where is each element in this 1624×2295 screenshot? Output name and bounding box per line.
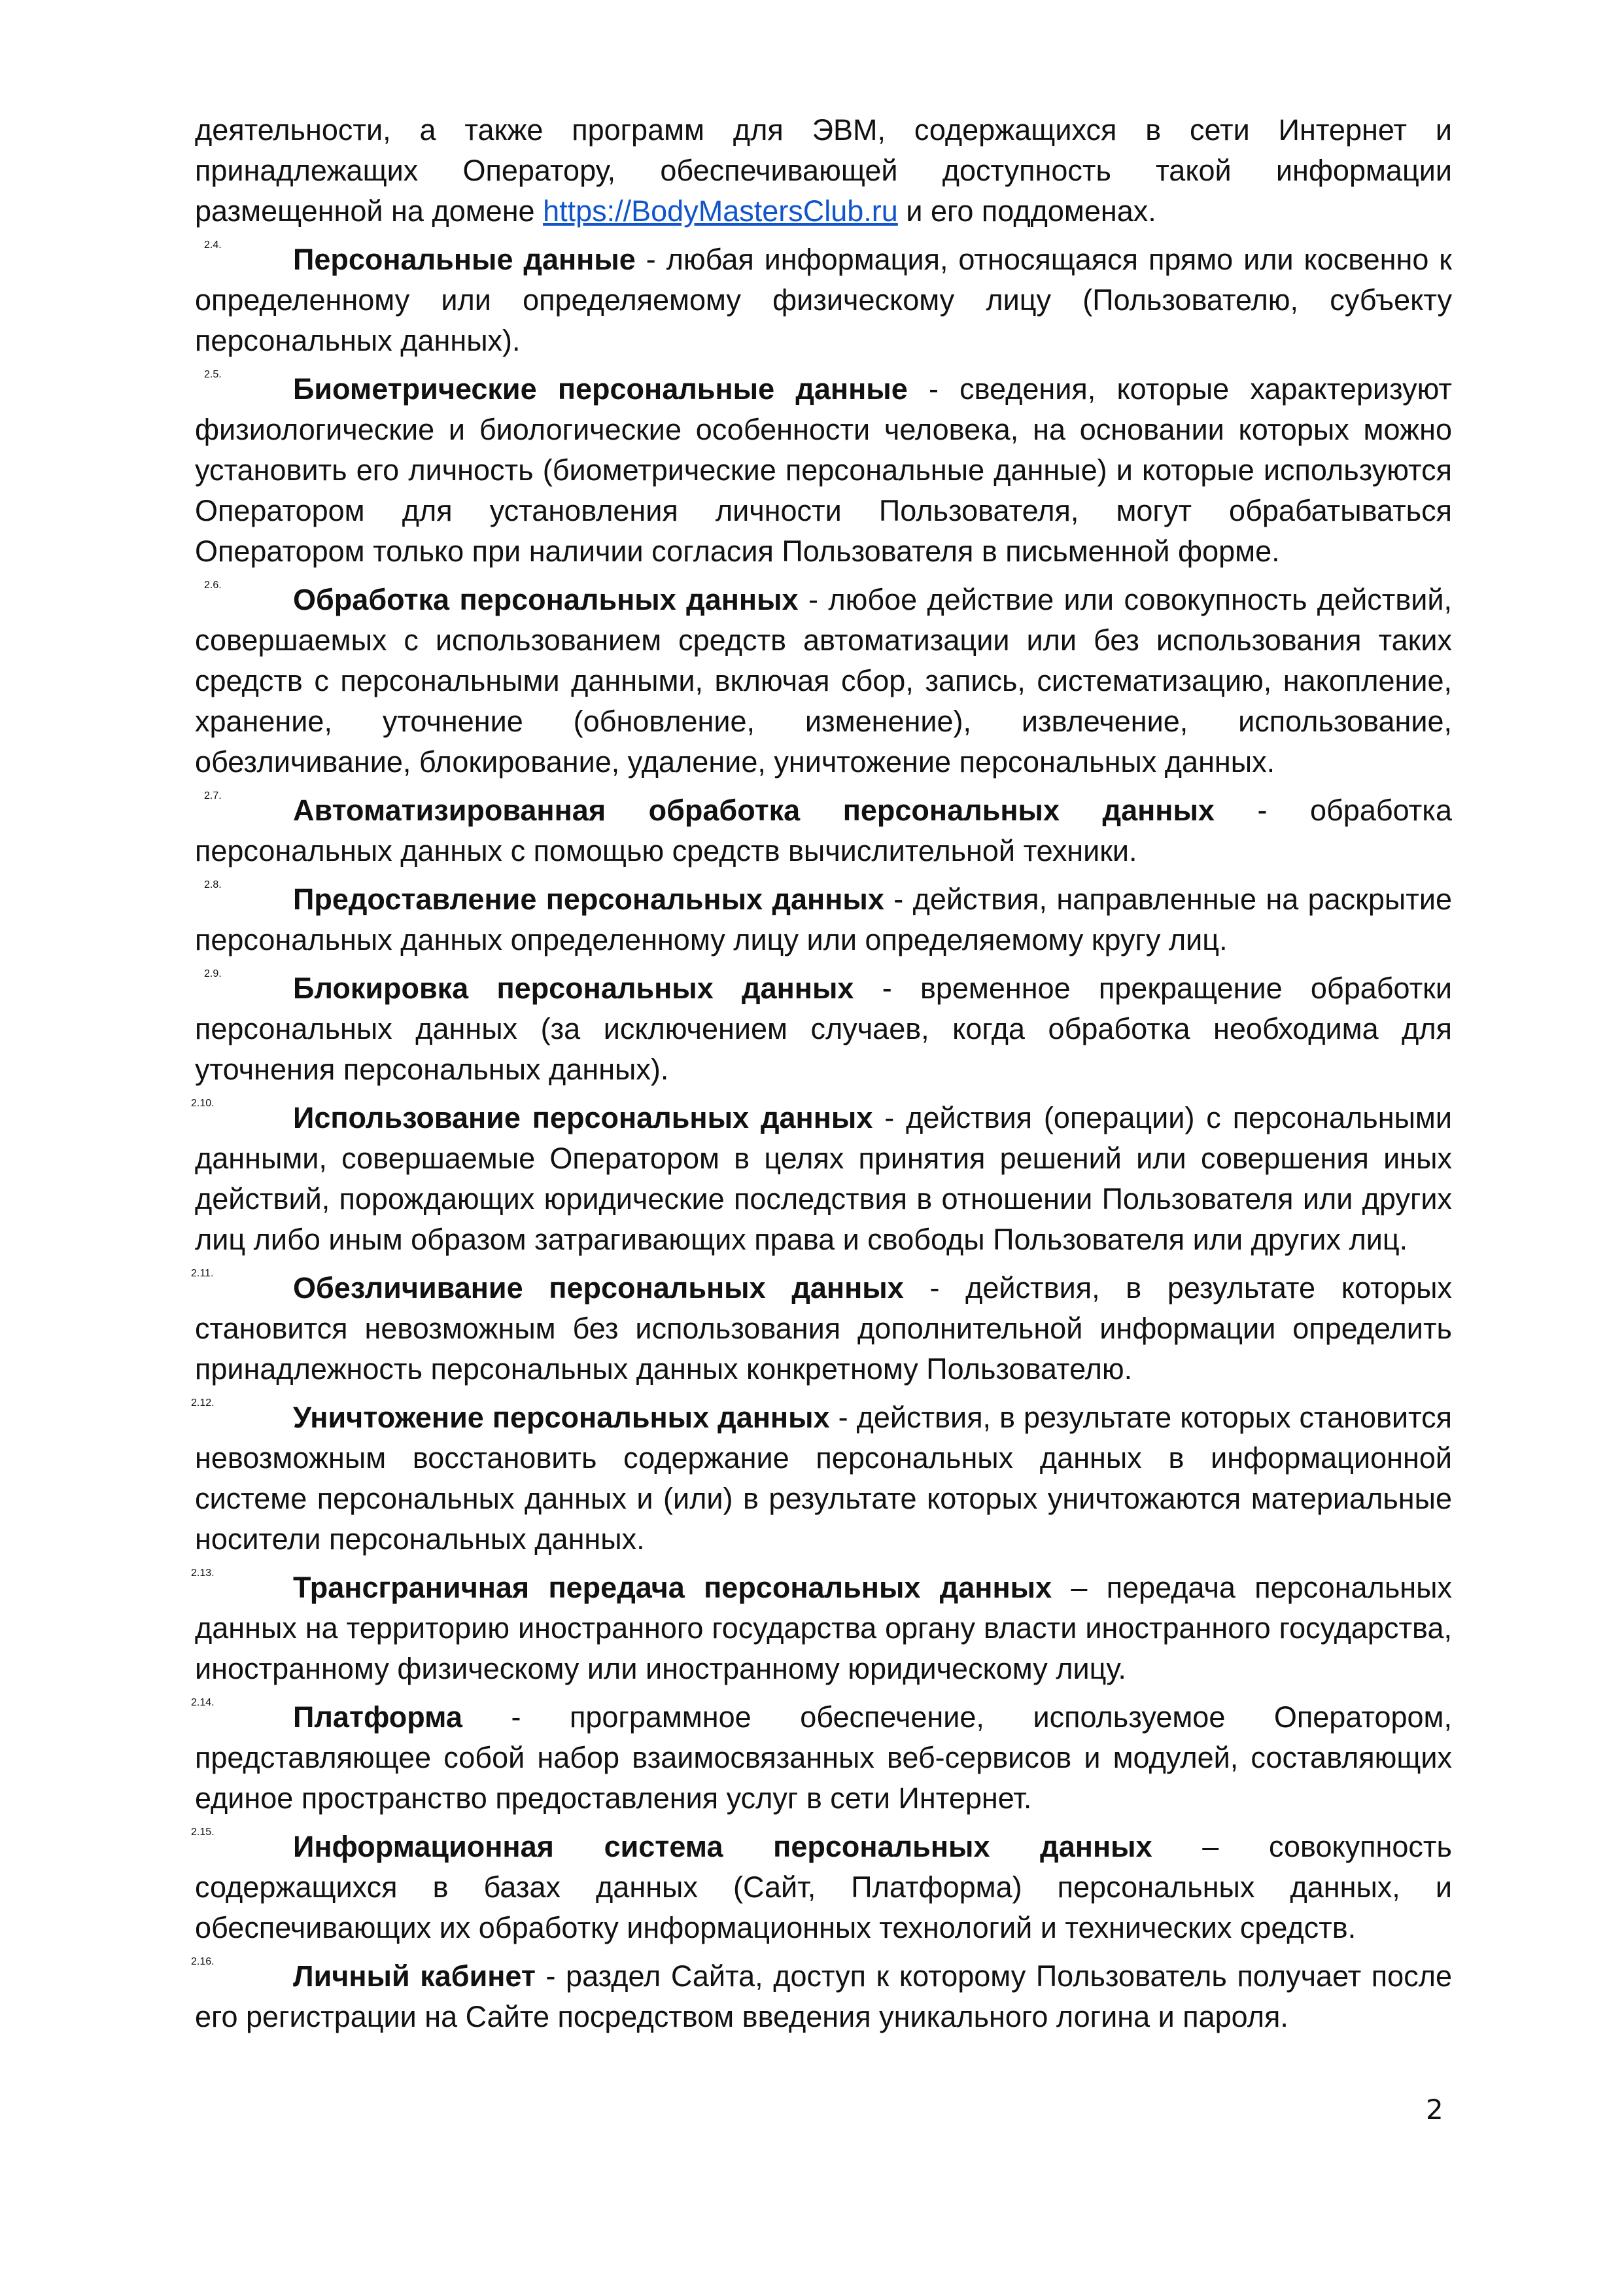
- definition-term: Платформа: [293, 1700, 462, 1734]
- definition-item: [191, 1956, 1452, 2037]
- definition-term: Информационная система персональных данных: [293, 1830, 1152, 1863]
- definition-number: 2.14.: [191, 1697, 215, 1708]
- definition-text: - действия, в результате которых становится невозможным восстановить содержание персональных данных в информационной системе персональных данных и (или) в результате которых уничтожаются материальные носители персональных данных.: [195, 1401, 1453, 1556]
- intro-text-before-link: деятельности, а также программ для ЭВМ, содержащихся в сети Интернет и принадлежащих Оператору, обеспечивающей доступность такой информации размещенной на домене: [195, 113, 1452, 228]
- definition-number: 2.13.: [191, 1568, 215, 1579]
- definition-item: [191, 1397, 1453, 1560]
- definition-term: Автоматизированная обработка персональных данных: [293, 794, 1215, 827]
- definition-paragraph: [195, 790, 1452, 871]
- definition-paragraph: [195, 1568, 1452, 1689]
- definition-term: Использование персональных данных: [293, 1101, 873, 1134]
- domain-link[interactable]: https://BodyMastersClub.ru: [543, 194, 898, 228]
- definition-number: 2.9.: [204, 968, 222, 979]
- definition-item: [195, 968, 1452, 1090]
- definition-paragraph: [195, 1956, 1452, 2037]
- definition-paragraph: [195, 1268, 1452, 1390]
- intro-paragraph: [195, 110, 1452, 232]
- definition-number: 2.15.: [191, 1827, 215, 1838]
- definition-text: – передача персональных данных на территорию иностранного государства органу власти иностранного государства, иностранному физическому или иностранному юридическому лицу.: [195, 1571, 1452, 1685]
- definition-number: 2.12.: [191, 1397, 215, 1409]
- definition-paragraph: [195, 239, 1452, 361]
- definition-paragraph: [195, 1098, 1452, 1260]
- definition-paragraph: [195, 580, 1452, 782]
- definition-paragraph: [195, 1697, 1452, 1819]
- definition-paragraph: [195, 369, 1452, 572]
- definition-number: 2.5.: [204, 369, 222, 380]
- definition-paragraph: [195, 879, 1452, 960]
- definition-number: 2.11.: [191, 1268, 214, 1279]
- definition-text: - действия, направленные на раскрытие персональных данных определенному лицу или определяемому кругу лиц.: [195, 883, 1452, 956]
- definition-number: 2.16.: [191, 1956, 215, 1967]
- definition-term: Обработка персональных данных: [293, 583, 799, 616]
- definition-term: Личный кабинет: [293, 1959, 536, 1993]
- definition-item: [191, 1568, 1452, 1689]
- page-number: 2: [1426, 2094, 1443, 2126]
- definition-text: - действия (операции) с персональными данными, совершаемые Оператором в целях принятия решений или совершения иных действий, порождающих юридические последствия в отношении Пользователя или других лиц либо иным образом затрагивающих права и свободы Пользователя или других лиц.: [195, 1101, 1452, 1256]
- definition-paragraph: [195, 968, 1452, 1090]
- definition-text: - любое действие или совокупность действий, совершаемых с использованием средств автоматизации или без использования таких средств с персональными данными, включая сбор, запись, систематизацию, накопление, хранение, уточнение (обновление, изменение), извлечение, использование, обезличивание, блокирование, удаление, уничтожение персональных данных.: [195, 583, 1453, 779]
- intro-text-after-link: и его поддоменах.: [897, 194, 1156, 228]
- definition-text: - действия, в результате которых становится невозможным без использования дополнительной информации определить принадлежность персональных данных конкретному Пользователю.: [195, 1271, 1452, 1386]
- definition-item: [195, 790, 1452, 871]
- definition-term: Трансграничная передача персональных данных: [293, 1571, 1052, 1604]
- definition-text: - раздел Сайта, доступ к которому Пользователь получает после его регистрации на Сайте посредством введения уникального логина и пароля.: [195, 1959, 1452, 2033]
- definition-term: Обезличивание персональных данных: [293, 1271, 904, 1305]
- definition-item: [191, 1268, 1452, 1390]
- definition-text: – совокупность содержащихся в базах данных (Сайт, Платформа) персональных данных, и обеспечивающих их обработку информационных технологий и технических средств.: [195, 1830, 1452, 1944]
- definition-number: 2.4.: [204, 239, 222, 251]
- document-page: [191, 110, 1453, 2045]
- definition-term: Биометрические персональные данные: [293, 372, 908, 406]
- definition-text: - сведения, которые характеризуют физиологические и биологические особенности человека, на основании которых можно установить его личность (биометрические персональные данные) и которые используются Оператором для установления личности Пользователя, могут обрабатываться Оператором только при наличии согласия Пользователя в письменной форме.: [195, 372, 1452, 568]
- definition-item: [191, 1098, 1452, 1260]
- definition-term: Предоставление персональных данных: [293, 883, 884, 916]
- definitions-list: [191, 239, 1453, 2037]
- definition-paragraph: [195, 1827, 1452, 1948]
- definition-text: - любая информация, относящаяся прямо или косвенно к определенному или определяемому физическому лицу (Пользователю, субъекту персональных данных).: [195, 243, 1452, 357]
- definition-number: 2.10.: [191, 1098, 215, 1109]
- definition-item: [195, 239, 1452, 361]
- definition-text: - обработка персональных данных с помощью средств вычислительной техники.: [195, 794, 1452, 867]
- definition-text: - программное обеспечение, используемое Оператором, представляющее собой набор взаимосвязанных веб-сервисов и модулей, составляющих единое пространство предоставления услуг в сети Интернет.: [195, 1700, 1452, 1815]
- definition-number: 2.7.: [204, 790, 222, 801]
- definition-item: [195, 879, 1452, 960]
- definition-item: [191, 1827, 1452, 1948]
- definition-number: 2.8.: [204, 879, 222, 890]
- definition-term: Персональные данные: [293, 243, 636, 276]
- definition-item: [195, 369, 1452, 572]
- definition-item: [191, 1697, 1452, 1819]
- definition-item: [195, 580, 1452, 782]
- definition-term: Уничтожение персональных данных: [293, 1401, 830, 1434]
- definition-text: - временное прекращение обработки персональных данных (за исключением случаев, когда обработка необходима для уточнения персональных данных).: [195, 972, 1453, 1086]
- definition-paragraph: [195, 1397, 1452, 1560]
- definition-term: Блокировка персональных данных: [293, 972, 854, 1005]
- definition-number: 2.6.: [204, 580, 222, 591]
